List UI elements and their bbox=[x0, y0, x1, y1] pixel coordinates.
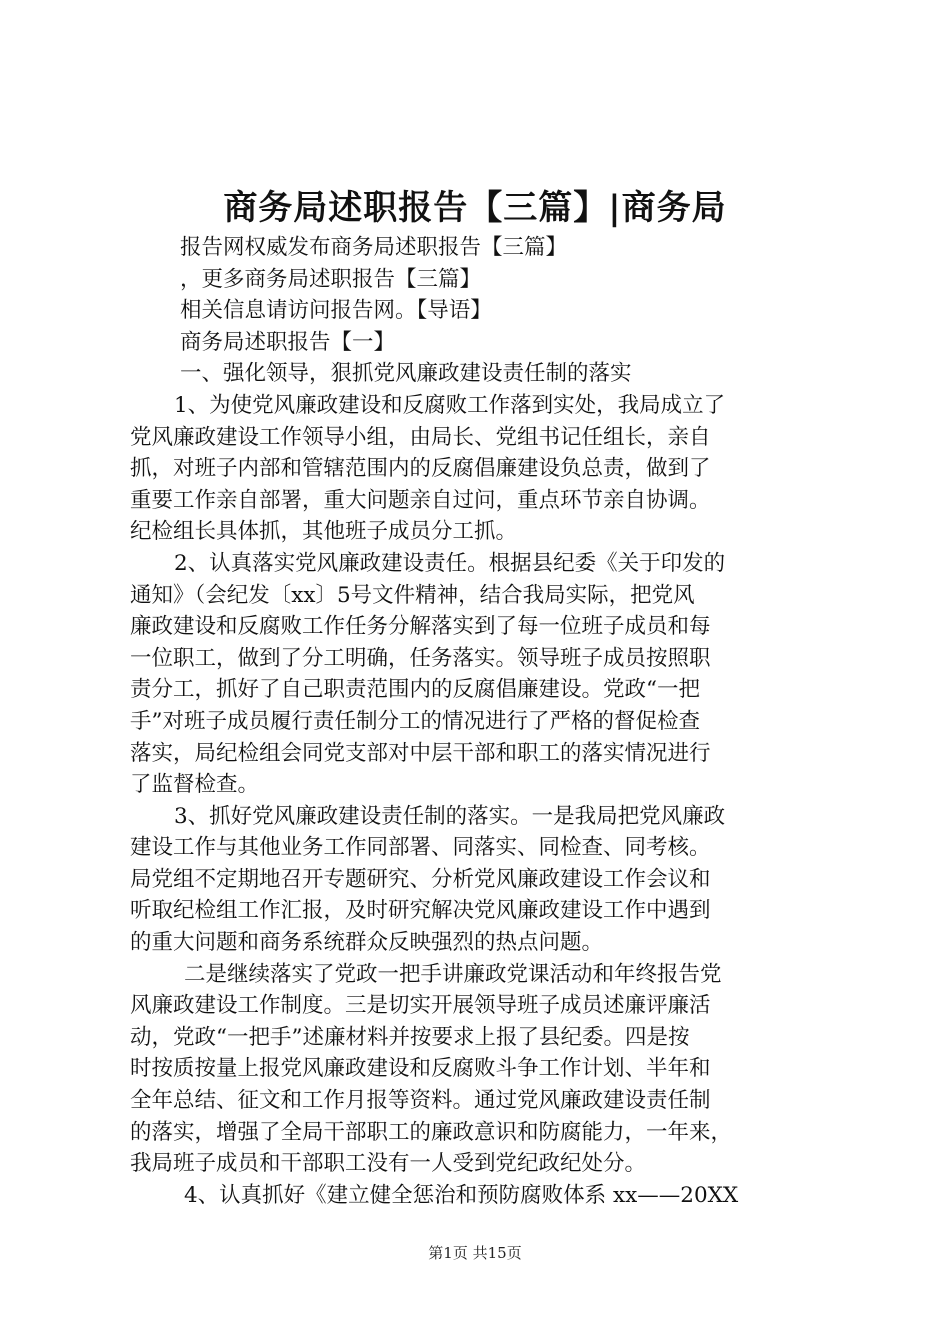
text-line: 通知》（会纪发〔xx〕5号文件精神，结合我局实际，把党风 bbox=[130, 582, 695, 608]
text-line: 的重大问题和商务系统群众反映强烈的热点问题。 bbox=[130, 930, 604, 956]
text-line: 时按质按量上报党风廉政建设和反腐败斗争工作计划、半年和 bbox=[130, 1056, 711, 1082]
text-line: 全年总结、征文和工作月报等资料。通过党风廉政建设责任制 bbox=[130, 1088, 711, 1114]
text-line: 抓，对班子内部和管辖范围内的反腐倡廉建设负总责，做到了 bbox=[130, 456, 711, 482]
text-line: 责分工，抓好了自己职责范围内的反腐倡廉建设。党政“一把 bbox=[130, 677, 700, 703]
text-line: 纪检组长具体抓，其他班子成员分工抓。 bbox=[130, 519, 518, 545]
text-line: 3、抓好党风廉政建设责任制的落实。一是我局把党风廉政 bbox=[174, 803, 726, 829]
text-line: 的落实，增强了全局干部职工的廉政意识和防腐能力，一年来， bbox=[130, 1119, 733, 1145]
text-line: 商务局述职报告【一】 bbox=[180, 329, 396, 355]
page-number: 第1页 共15页 bbox=[428, 1244, 522, 1262]
document-title: 商务局述职报告【三篇】|商务局 bbox=[223, 188, 727, 228]
text-line: 2、认真落实党风廉政建设责任。根据县纪委《关于印发的 bbox=[174, 550, 726, 576]
document-body bbox=[130, 232, 830, 1211]
text-line: 重要工作亲自部署，重大问题亲自过问，重点环节亲自协调。 bbox=[130, 487, 711, 513]
text-line: 一位职工，做到了分工明确，任务落实。领导班子成员按照职 bbox=[130, 645, 711, 671]
text-line: 报告网权威发布商务局述职报告【三篇】 bbox=[180, 235, 568, 260]
text-line: 4、认真抓好《建立健全惩治和预防腐败体系 xx——20XX bbox=[184, 1182, 739, 1208]
text-line: 听取纪检组工作汇报，及时研究解决党风廉政建设工作中遇到 bbox=[130, 898, 711, 924]
text-line: 廉政建设和反腐败工作任务分解落实到了每一位班子成员和每 bbox=[130, 614, 711, 640]
text-line: 了监督检查。 bbox=[130, 772, 260, 798]
text-line: 党风廉政建设工作领导小组，由局长、党组书记任组长，亲自 bbox=[130, 424, 711, 450]
text-line: 相关信息请访问报告网。【导语】 bbox=[180, 298, 492, 324]
text-line: 局党组不定期地召开专题研究、分析党风廉政建设工作会议和 bbox=[130, 866, 711, 892]
text-line: 风廉政建设工作制度。三是切实开展领导班子成员述廉评廉活 bbox=[130, 993, 711, 1019]
text-line: 我局班子成员和干部职工没有一人受到党纪政纪处分。 bbox=[130, 1151, 647, 1177]
text-line: 一、强化领导，狠抓党风廉政建设责任制的落实 bbox=[180, 361, 632, 387]
text-line: 二是继续落实了党政一把手讲廉政党课活动和年终报告党 bbox=[184, 961, 722, 987]
text-line: 建设工作与其他业务工作同部署、同落实、同检查、同考核。 bbox=[130, 835, 711, 861]
text-line: 手”对班子成员履行责任制分工的情况进行了严格的督促检查 bbox=[130, 708, 700, 734]
text-line: 1、为使党风廉政建设和反腐败工作落到实处，我局成立了 bbox=[174, 392, 726, 418]
text-line: 动，党政“一把手”述廉材料并按要求上报了县纪委。四是按 bbox=[130, 1024, 690, 1050]
text-line: 落实，局纪检组会同党支部对中层干部和职工的落实情况进行 bbox=[130, 740, 711, 766]
text-line: ，更多商务局述职报告【三篇】 bbox=[180, 266, 482, 292]
